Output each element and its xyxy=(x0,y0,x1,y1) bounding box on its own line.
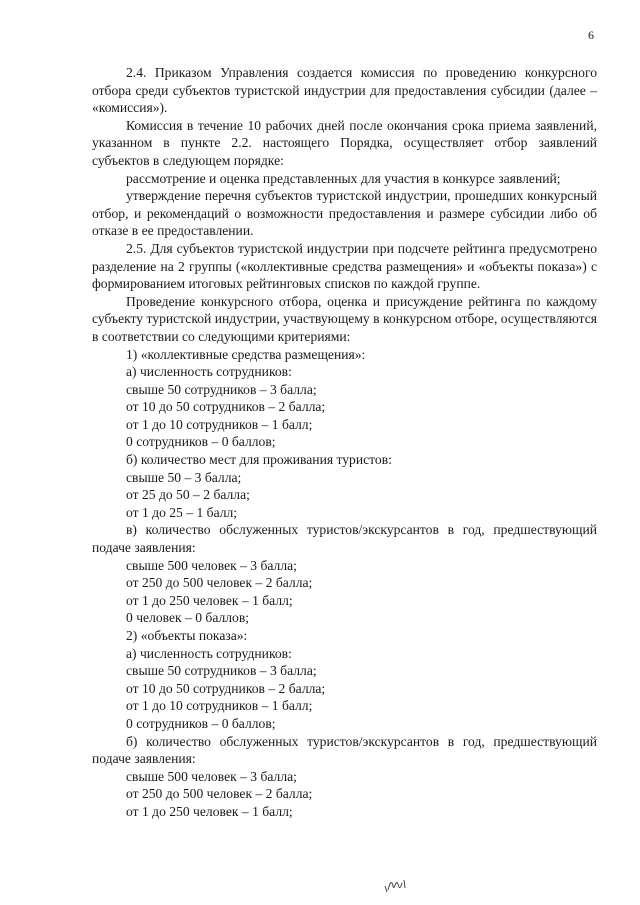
list-line: от 25 до 50 – 2 балла; xyxy=(126,487,250,503)
list-line: 1) «коллективные средства размещения»: xyxy=(126,346,366,362)
list-line: свыше 50 – 3 балла; xyxy=(126,469,242,485)
list-line: от 250 до 500 человек – 2 балла; xyxy=(126,786,313,802)
list-line: а) численность сотрудников: xyxy=(126,645,292,661)
document-body xyxy=(92,64,597,821)
list-line: свыше 50 сотрудников – 3 балла; xyxy=(126,663,317,679)
paragraph: в) количество обслуженных туристов/экскурсантов в год, предшествующий подаче заявления: xyxy=(92,522,597,556)
list-line: 0 сотрудников – 0 баллов; xyxy=(126,715,276,731)
list-line: от 1 до 250 человек – 1 балл; xyxy=(126,803,293,819)
list-line: б) количество мест для проживания туристов: xyxy=(126,452,392,468)
paragraph: 2.5. Для субъектов туристской индустрии при подсчете рейтинга предусмотрено разделение на 2 группы («коллективные средства размещения» и «объекты показа») с формированием итоговых рейтинговых списков по каждой группе. xyxy=(92,240,597,292)
list-line: свыше 500 человек – 3 балла; xyxy=(126,557,297,573)
list-line: от 1 до 250 человек – 1 балл; xyxy=(126,592,293,608)
list-line: от 10 до 50 сотрудников – 2 балла; xyxy=(126,680,326,696)
paragraph: рассмотрение и оценка представленных для участия в конкурсе заявлений; xyxy=(126,170,561,186)
list-line: свыше 50 сотрудников – 3 балла; xyxy=(126,381,317,397)
list-line: 2) «объекты показа»: xyxy=(126,628,248,643)
list-line: от 10 до 50 сотрудников – 2 балла; xyxy=(126,399,326,415)
list-line: от 1 до 25 – 1 балл; xyxy=(126,504,238,520)
list-line: от 250 до 500 человек – 2 балла; xyxy=(126,575,313,591)
list-line: а) численность сотрудников: xyxy=(126,364,292,380)
list-line: от 1 до 10 сотрудников – 1 балл; xyxy=(126,416,313,432)
paragraph: б) количество обслуженных туристов/экскурсантов в год, предшествующий подаче заявления: xyxy=(92,733,597,767)
list-line: 0 сотрудников – 0 баллов; xyxy=(126,434,276,450)
paragraph: 2.4. Приказом Управления создается комиссия по проведению конкурсного отбора среди субъектов туристской индустрии для предоставления субсидии (далее – «комиссия»). xyxy=(92,65,597,116)
paragraph: Комиссия в течение 10 рабочих дней после окончания срока приема заявлений, указанном в пункте 2.2. настоящего Порядка, осуществляет отбор заявлений субъектов в следующем порядке: xyxy=(92,117,597,168)
paragraph: утверждение перечня субъектов туристской индустрии, прошедших конкурсный отбор, и рекомендаций о возможности предоставления и размере субсидии либо об отказе в ее предоставлении. xyxy=(92,188,597,239)
handwritten-mark xyxy=(382,874,412,896)
list-line: свыше 500 человек – 3 балла; xyxy=(126,768,297,784)
list-line: от 1 до 10 сотрудников – 1 балл; xyxy=(126,698,313,714)
list-line: 0 человек – 0 баллов; xyxy=(126,610,250,626)
page-number: 6 xyxy=(588,28,594,42)
paragraph: Проведение конкурсного отбора, оценка и присуждение рейтинга по каждому субъекту туристской индустрии, участвующему в конкурсном отборе, осуществляются в соответствии со следующими критериями: xyxy=(92,293,597,344)
